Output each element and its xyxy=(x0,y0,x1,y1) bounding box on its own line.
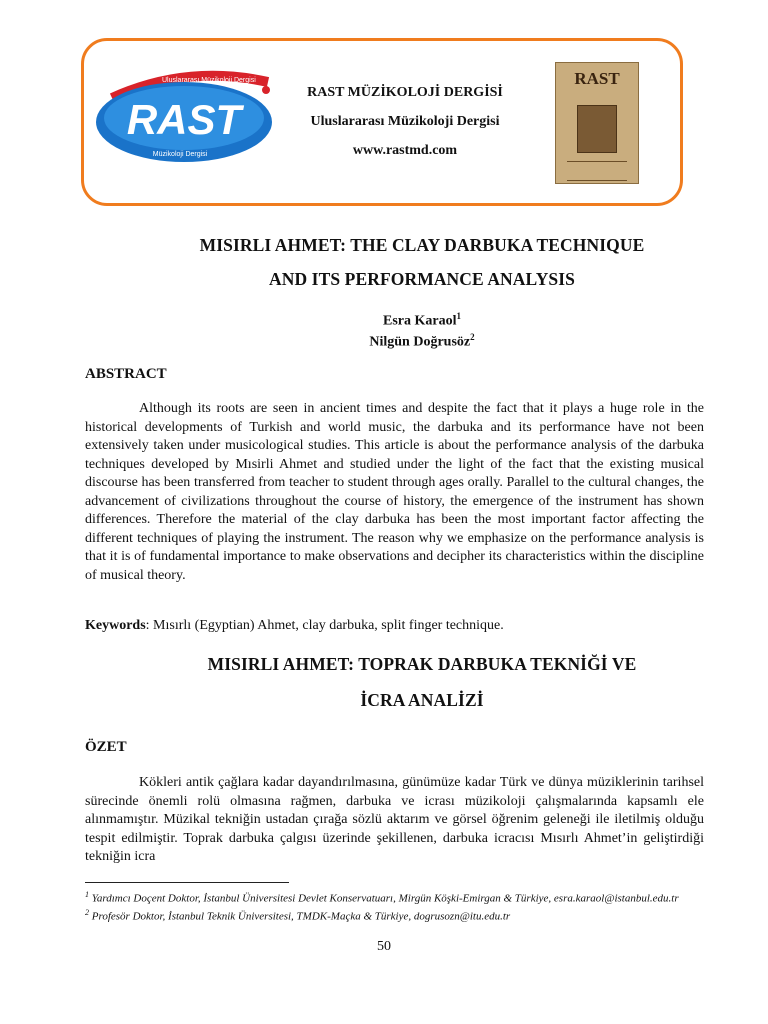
author-2-name: Nilgün Doğrusöz xyxy=(369,334,471,350)
cover-text-block xyxy=(567,161,627,181)
journal-website[interactable]: www.rastmd.com xyxy=(352,143,458,158)
rast-logo xyxy=(92,70,276,170)
author-2-footnote-ref[interactable]: 2 xyxy=(470,332,475,342)
abstract-text: Although its roots are seen in ancient times and despite the fact that it plays a huge role in the historical developments of Turkish and world music, the darbuka and its performance have not been extensively taken under musicological studies. This article is about the performance analysis of the darbuka techniques developed by Mısirli Ahmet and studied under the light of the fact that the existing musical discourse has been transferred from teacher to student through ages orally. Parallel to the cultural changes, the advancement of civilizations throughout the course of history, the emergence of the instrument has shown differences. Therefore the material of the clay darbuka has been the most important factor affecting the different techniques of playing the instrument. The reason why we emphasize on the performance analysis is that it is of fundamental importance to make observations and decipher its characteristics within the discipline of musical theory. xyxy=(85,401,704,583)
author-1-footnote-ref[interactable]: 1 xyxy=(456,311,461,321)
footnotes xyxy=(85,888,704,923)
journal-cover-image xyxy=(555,62,639,184)
svg-text:Uluslararası Müzikoloji Dergis: Uluslararası Müzikoloji Dergisi xyxy=(162,77,256,84)
footnote-1-text: Yardımcı Doçent Doktor, İstanbul Üniversitesi Devlet Konservatuarı, Mirgün Köşki-Emirgan & Türkiye, esra.karaol@istanbul.edu.tr xyxy=(89,892,679,905)
ozet-text: Kökleri antik çağlara kadar dayandırılmasına, günümüze kadar Türk ve dünya müziklerinin tarihsel sürecinde önemli rolü olmasına rağmen, darbuka ve icrası müzikoloji çalışmalarında kapsamlı ele alınmamıştır. Müzikal tekniğin ustadan çırağa sözlü aktarım ve görsel öğrenim geleneği ile iletilmiş olduğu tespit edilmiştir. Toprak darbuka çalgısı üzerinde şekillenen, darbuka icracısı Mısırlı Ahmet’in geliştirdiği tekniğin icra xyxy=(85,775,704,864)
author-1-name: Esra Karaol xyxy=(383,313,457,329)
page-number: 50 xyxy=(377,939,391,954)
journal-name: RAST MÜZİKOLOJİ DERGİSİ xyxy=(307,85,503,100)
article-title-tr-line1: MISIRLI AHMET: TOPRAK DARBUKA TEKNİĞİ VE xyxy=(207,654,637,674)
footnote-2-text: Profesör Doktor, İstanbul Teknik Üniversitesi, TMDK-Maçka & Türkiye, dogrusozn@itu.edu.tr xyxy=(89,910,511,923)
ozet-heading: ÖZET xyxy=(85,739,127,755)
footnote-1-number: 1 xyxy=(85,890,89,899)
footnote-separator xyxy=(85,882,289,883)
cover-portrait xyxy=(577,105,617,153)
author-2 xyxy=(90,328,754,352)
footnote-2-number: 2 xyxy=(85,907,89,917)
footnote-2 xyxy=(85,906,704,924)
svg-text:RAST: RAST xyxy=(126,96,242,143)
keywords-label: Keywords xyxy=(85,618,146,633)
keywords-line xyxy=(85,618,704,634)
journal-header-text xyxy=(280,78,530,165)
footnote-1 xyxy=(85,888,704,906)
svg-text:Müzikoloji Dergisi: Müzikoloji Dergisi xyxy=(152,151,208,158)
article-title-en-line1: MISIRLI AHMET: THE CLAY DARBUKA TECHNIQUE xyxy=(199,235,645,255)
cover-title: RAST xyxy=(574,69,620,88)
journal-subtitle: Uluslararası Müzikoloji Dergisi xyxy=(310,114,500,129)
article-title-en-line2: AND ITS PERFORMANCE ANALYSIS xyxy=(268,269,576,289)
keywords-text: : Mısırlı (Egyptian) Ahmet, clay darbuka, split finger technique. xyxy=(145,618,504,633)
abstract-heading: ABSTRACT xyxy=(85,366,167,382)
article-title-tr-line2: İCRA ANALİZİ xyxy=(360,690,484,710)
